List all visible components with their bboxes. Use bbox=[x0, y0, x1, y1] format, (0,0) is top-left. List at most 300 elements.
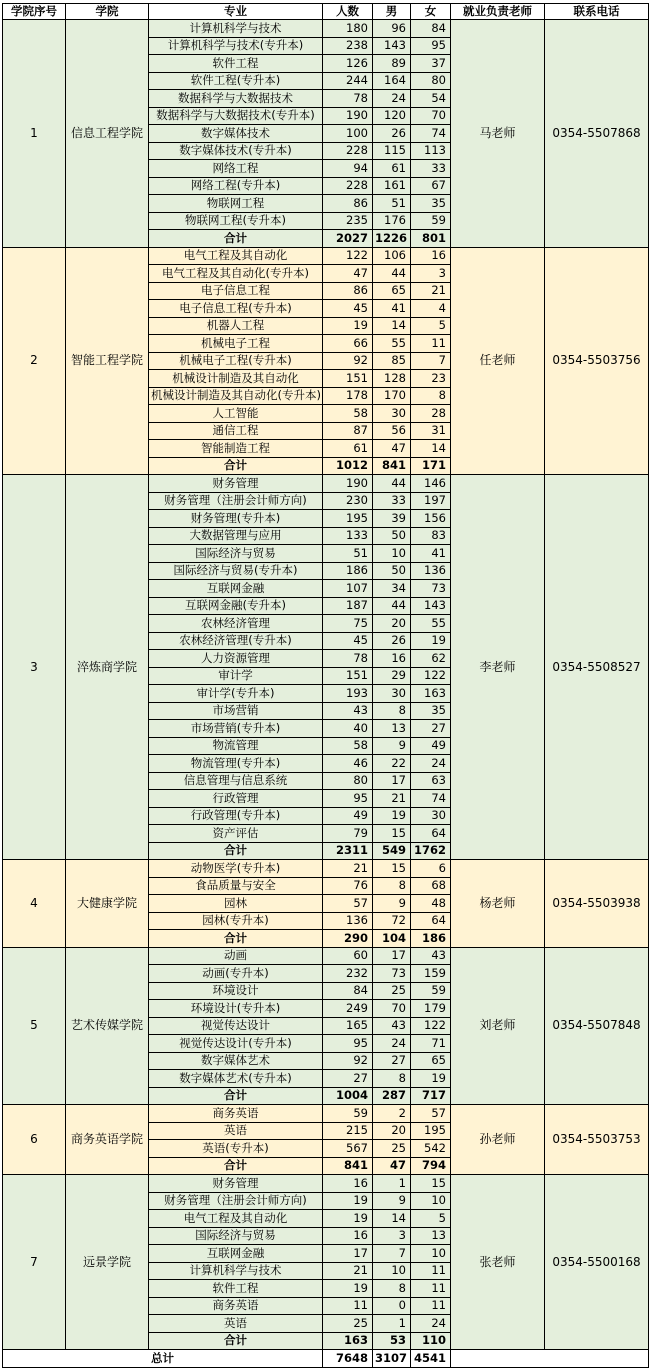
female-cell: 146 bbox=[411, 475, 451, 493]
header-college: 学院 bbox=[66, 4, 149, 20]
female-cell: 35 bbox=[411, 702, 451, 720]
count-cell: 27 bbox=[323, 1070, 373, 1088]
major-name: 市场营销 bbox=[149, 702, 323, 720]
major-name: 软件工程 bbox=[149, 55, 323, 73]
female-cell: 95 bbox=[411, 37, 451, 55]
table-row bbox=[3, 1175, 649, 1193]
subtotal-count: 1004 bbox=[323, 1087, 373, 1105]
count-cell: 193 bbox=[323, 685, 373, 703]
male-cell: 20 bbox=[373, 615, 411, 633]
teacher-name: 张老师 bbox=[451, 1175, 545, 1350]
female-cell: 70 bbox=[411, 107, 451, 125]
count-cell: 51 bbox=[323, 545, 373, 563]
female-cell: 71 bbox=[411, 1035, 451, 1053]
female-cell: 57 bbox=[411, 1105, 451, 1123]
count-cell: 46 bbox=[323, 755, 373, 773]
male-cell: 55 bbox=[373, 335, 411, 353]
subtotal-label: 合计 bbox=[149, 842, 323, 860]
count-cell: 238 bbox=[323, 37, 373, 55]
major-name: 审计学 bbox=[149, 667, 323, 685]
major-name: 物联网工程(专升本) bbox=[149, 212, 323, 230]
major-name: 数据科学与大数据技术 bbox=[149, 90, 323, 108]
major-name: 英语 bbox=[149, 1315, 323, 1333]
female-cell: 5 bbox=[411, 317, 451, 335]
female-cell: 74 bbox=[411, 125, 451, 143]
count-cell: 180 bbox=[323, 20, 373, 38]
major-name: 行政管理 bbox=[149, 790, 323, 808]
teacher-name: 孙老师 bbox=[451, 1105, 545, 1175]
major-name: 数字媒体技术 bbox=[149, 125, 323, 143]
male-cell: 39 bbox=[373, 510, 411, 528]
subtotal-male: 287 bbox=[373, 1087, 411, 1105]
male-cell: 13 bbox=[373, 720, 411, 738]
male-cell: 3 bbox=[373, 1227, 411, 1245]
female-cell: 49 bbox=[411, 737, 451, 755]
teacher-name: 刘老师 bbox=[451, 947, 545, 1105]
subtotal-label: 合计 bbox=[149, 457, 323, 475]
subtotal-label: 合计 bbox=[149, 930, 323, 948]
count-cell: 122 bbox=[323, 247, 373, 265]
count-cell: 19 bbox=[323, 1192, 373, 1210]
grand-total-row bbox=[3, 1350, 649, 1368]
major-name: 计算机科学与技术 bbox=[149, 20, 323, 38]
count-cell: 11 bbox=[323, 1297, 373, 1315]
male-cell: 1 bbox=[373, 1175, 411, 1193]
male-cell: 10 bbox=[373, 1262, 411, 1280]
table-row bbox=[3, 475, 649, 493]
grand-total-female: 4541 bbox=[411, 1350, 451, 1368]
male-cell: 25 bbox=[373, 1140, 411, 1158]
female-cell: 64 bbox=[411, 912, 451, 930]
major-name: 动画 bbox=[149, 947, 323, 965]
subtotal-female: 171 bbox=[411, 457, 451, 475]
subtotal-label: 合计 bbox=[149, 1087, 323, 1105]
major-name: 国际经济与贸易 bbox=[149, 1227, 323, 1245]
male-cell: 27 bbox=[373, 1052, 411, 1070]
teacher-name: 李老师 bbox=[451, 475, 545, 860]
count-cell: 151 bbox=[323, 370, 373, 388]
male-cell: 51 bbox=[373, 195, 411, 213]
count-cell: 92 bbox=[323, 1052, 373, 1070]
female-cell: 163 bbox=[411, 685, 451, 703]
count-cell: 228 bbox=[323, 142, 373, 160]
major-name: 机械设计制造及其自动化(专升本) bbox=[149, 387, 323, 405]
phone-number: 0354-5507868 bbox=[545, 20, 649, 248]
male-cell: 61 bbox=[373, 160, 411, 178]
major-name: 计算机科学与技术 bbox=[149, 1262, 323, 1280]
major-name: 人工智能 bbox=[149, 405, 323, 423]
female-cell: 24 bbox=[411, 755, 451, 773]
count-cell: 133 bbox=[323, 527, 373, 545]
male-cell: 30 bbox=[373, 405, 411, 423]
major-name: 电气工程及其自动化(专升本) bbox=[149, 265, 323, 283]
subtotal-count: 1012 bbox=[323, 457, 373, 475]
count-cell: 61 bbox=[323, 440, 373, 458]
major-name: 机械设计制造及其自动化 bbox=[149, 370, 323, 388]
male-cell: 72 bbox=[373, 912, 411, 930]
male-cell: 56 bbox=[373, 422, 411, 440]
male-cell: 73 bbox=[373, 965, 411, 983]
subtotal-label: 合计 bbox=[149, 1157, 323, 1175]
male-cell: 7 bbox=[373, 1245, 411, 1263]
major-name: 电气工程及其自动化 bbox=[149, 247, 323, 265]
major-name: 电气工程及其自动化 bbox=[149, 1210, 323, 1228]
table-body bbox=[3, 20, 649, 1368]
male-cell: 44 bbox=[373, 597, 411, 615]
female-cell: 5 bbox=[411, 1210, 451, 1228]
header-female: 女 bbox=[411, 4, 451, 20]
male-cell: 96 bbox=[373, 20, 411, 38]
male-cell: 14 bbox=[373, 1210, 411, 1228]
male-cell: 41 bbox=[373, 300, 411, 318]
subtotal-male: 841 bbox=[373, 457, 411, 475]
header-teacher: 就业负责老师 bbox=[451, 4, 545, 20]
major-name: 互联网金融 bbox=[149, 580, 323, 598]
count-cell: 25 bbox=[323, 1315, 373, 1333]
female-cell: 136 bbox=[411, 562, 451, 580]
female-cell: 11 bbox=[411, 335, 451, 353]
female-cell: 6 bbox=[411, 860, 451, 878]
teacher-name: 马老师 bbox=[451, 20, 545, 248]
count-cell: 244 bbox=[323, 72, 373, 90]
female-cell: 19 bbox=[411, 632, 451, 650]
major-name: 国际经济与贸易 bbox=[149, 545, 323, 563]
subtotal-female: 110 bbox=[411, 1332, 451, 1350]
subtotal-male: 104 bbox=[373, 930, 411, 948]
major-name: 网络工程(专升本) bbox=[149, 177, 323, 195]
major-name: 物流管理(专升本) bbox=[149, 755, 323, 773]
college-name: 大健康学院 bbox=[66, 860, 149, 948]
header-phone: 联系电话 bbox=[545, 4, 649, 20]
count-cell: 21 bbox=[323, 860, 373, 878]
subtotal-female: 717 bbox=[411, 1087, 451, 1105]
phone-number: 0354-5503753 bbox=[545, 1105, 649, 1175]
female-cell: 67 bbox=[411, 177, 451, 195]
count-cell: 151 bbox=[323, 667, 373, 685]
major-name: 动物医学(专升本) bbox=[149, 860, 323, 878]
major-name: 电子信息工程(专升本) bbox=[149, 300, 323, 318]
count-cell: 94 bbox=[323, 160, 373, 178]
major-name: 商务英语 bbox=[149, 1105, 323, 1123]
phone-number: 0354-5508527 bbox=[545, 475, 649, 860]
major-name: 电子信息工程 bbox=[149, 282, 323, 300]
header-row bbox=[3, 4, 649, 20]
major-name: 动画(专升本) bbox=[149, 965, 323, 983]
major-name: 人力资源管理 bbox=[149, 650, 323, 668]
male-cell: 176 bbox=[373, 212, 411, 230]
college-seq: 2 bbox=[3, 247, 66, 475]
count-cell: 195 bbox=[323, 510, 373, 528]
count-cell: 76 bbox=[323, 877, 373, 895]
female-cell: 59 bbox=[411, 982, 451, 1000]
major-name: 环境设计 bbox=[149, 982, 323, 1000]
major-name: 资产评估 bbox=[149, 825, 323, 843]
subtotal-label: 合计 bbox=[149, 1332, 323, 1350]
count-cell: 58 bbox=[323, 737, 373, 755]
major-name: 财务管理 bbox=[149, 1175, 323, 1193]
female-cell: 37 bbox=[411, 55, 451, 73]
subtotal-female: 1762 bbox=[411, 842, 451, 860]
college-name: 信息工程学院 bbox=[66, 20, 149, 248]
major-name: 计算机科学与技术(专升本) bbox=[149, 37, 323, 55]
male-cell: 30 bbox=[373, 685, 411, 703]
female-cell: 13 bbox=[411, 1227, 451, 1245]
count-cell: 187 bbox=[323, 597, 373, 615]
major-name: 通信工程 bbox=[149, 422, 323, 440]
female-cell: 3 bbox=[411, 265, 451, 283]
count-cell: 75 bbox=[323, 615, 373, 633]
major-name: 软件工程(专升本) bbox=[149, 72, 323, 90]
college-seq: 5 bbox=[3, 947, 66, 1105]
subtotal-count: 841 bbox=[323, 1157, 373, 1175]
female-cell: 4 bbox=[411, 300, 451, 318]
major-name: 互联网金融 bbox=[149, 1245, 323, 1263]
count-cell: 126 bbox=[323, 55, 373, 73]
header-count: 人数 bbox=[323, 4, 373, 20]
female-cell: 15 bbox=[411, 1175, 451, 1193]
female-cell: 59 bbox=[411, 212, 451, 230]
male-cell: 8 bbox=[373, 1280, 411, 1298]
count-cell: 228 bbox=[323, 177, 373, 195]
female-cell: 68 bbox=[411, 877, 451, 895]
female-cell: 30 bbox=[411, 807, 451, 825]
employment-contact-table bbox=[2, 3, 649, 1368]
female-cell: 19 bbox=[411, 1070, 451, 1088]
college-name: 淬炼商学院 bbox=[66, 475, 149, 860]
count-cell: 47 bbox=[323, 265, 373, 283]
major-name: 国际经济与贸易(专升本) bbox=[149, 562, 323, 580]
major-name: 市场营销(专升本) bbox=[149, 720, 323, 738]
header-seq: 学院序号 bbox=[3, 4, 66, 20]
subtotal-count: 2311 bbox=[323, 842, 373, 860]
male-cell: 26 bbox=[373, 125, 411, 143]
major-name: 食品质量与安全 bbox=[149, 877, 323, 895]
major-name: 数字媒体艺术(专升本) bbox=[149, 1070, 323, 1088]
male-cell: 44 bbox=[373, 475, 411, 493]
female-cell: 27 bbox=[411, 720, 451, 738]
major-name: 大数据管理与应用 bbox=[149, 527, 323, 545]
male-cell: 120 bbox=[373, 107, 411, 125]
count-cell: 567 bbox=[323, 1140, 373, 1158]
major-name: 商务英语 bbox=[149, 1297, 323, 1315]
count-cell: 80 bbox=[323, 772, 373, 790]
college-seq: 3 bbox=[3, 475, 66, 860]
major-name: 互联网金融(专升本) bbox=[149, 597, 323, 615]
male-cell: 8 bbox=[373, 1070, 411, 1088]
count-cell: 107 bbox=[323, 580, 373, 598]
grand-total-blank bbox=[451, 1350, 649, 1368]
male-cell: 9 bbox=[373, 895, 411, 913]
college-seq: 7 bbox=[3, 1175, 66, 1350]
female-cell: 65 bbox=[411, 1052, 451, 1070]
male-cell: 2 bbox=[373, 1105, 411, 1123]
count-cell: 19 bbox=[323, 317, 373, 335]
header-major: 专业 bbox=[149, 4, 323, 20]
male-cell: 22 bbox=[373, 755, 411, 773]
count-cell: 60 bbox=[323, 947, 373, 965]
female-cell: 84 bbox=[411, 20, 451, 38]
count-cell: 235 bbox=[323, 212, 373, 230]
male-cell: 20 bbox=[373, 1122, 411, 1140]
major-name: 软件工程 bbox=[149, 1280, 323, 1298]
count-cell: 186 bbox=[323, 562, 373, 580]
count-cell: 100 bbox=[323, 125, 373, 143]
table-row bbox=[3, 860, 649, 878]
female-cell: 122 bbox=[411, 667, 451, 685]
female-cell: 63 bbox=[411, 772, 451, 790]
female-cell: 542 bbox=[411, 1140, 451, 1158]
male-cell: 65 bbox=[373, 282, 411, 300]
male-cell: 161 bbox=[373, 177, 411, 195]
male-cell: 19 bbox=[373, 807, 411, 825]
male-cell: 10 bbox=[373, 545, 411, 563]
phone-number: 0354-5500168 bbox=[545, 1175, 649, 1350]
male-cell: 143 bbox=[373, 37, 411, 55]
male-cell: 8 bbox=[373, 877, 411, 895]
female-cell: 7 bbox=[411, 352, 451, 370]
male-cell: 1 bbox=[373, 1315, 411, 1333]
female-cell: 8 bbox=[411, 387, 451, 405]
female-cell: 11 bbox=[411, 1280, 451, 1298]
subtotal-count: 2027 bbox=[323, 230, 373, 248]
female-cell: 41 bbox=[411, 545, 451, 563]
female-cell: 197 bbox=[411, 492, 451, 510]
subtotal-count: 290 bbox=[323, 930, 373, 948]
female-cell: 159 bbox=[411, 965, 451, 983]
female-cell: 11 bbox=[411, 1262, 451, 1280]
male-cell: 106 bbox=[373, 247, 411, 265]
college-seq: 4 bbox=[3, 860, 66, 948]
male-cell: 47 bbox=[373, 440, 411, 458]
female-cell: 21 bbox=[411, 282, 451, 300]
female-cell: 55 bbox=[411, 615, 451, 633]
female-cell: 80 bbox=[411, 72, 451, 90]
female-cell: 64 bbox=[411, 825, 451, 843]
count-cell: 136 bbox=[323, 912, 373, 930]
subtotal-male: 47 bbox=[373, 1157, 411, 1175]
grand-total-label: 总计 bbox=[3, 1350, 323, 1368]
count-cell: 86 bbox=[323, 195, 373, 213]
college-seq: 1 bbox=[3, 20, 66, 248]
major-name: 视觉传达设计 bbox=[149, 1017, 323, 1035]
count-cell: 95 bbox=[323, 790, 373, 808]
major-name: 园林(专升本) bbox=[149, 912, 323, 930]
count-cell: 58 bbox=[323, 405, 373, 423]
female-cell: 31 bbox=[411, 422, 451, 440]
phone-number: 0354-5507848 bbox=[545, 947, 649, 1105]
count-cell: 19 bbox=[323, 1210, 373, 1228]
count-cell: 16 bbox=[323, 1227, 373, 1245]
count-cell: 232 bbox=[323, 965, 373, 983]
male-cell: 44 bbox=[373, 265, 411, 283]
male-cell: 21 bbox=[373, 790, 411, 808]
male-cell: 14 bbox=[373, 317, 411, 335]
female-cell: 33 bbox=[411, 160, 451, 178]
table-row bbox=[3, 1105, 649, 1123]
female-cell: 62 bbox=[411, 650, 451, 668]
male-cell: 24 bbox=[373, 1035, 411, 1053]
major-name: 审计学(专升本) bbox=[149, 685, 323, 703]
major-name: 信息管理与信息系统 bbox=[149, 772, 323, 790]
teacher-name: 任老师 bbox=[451, 247, 545, 475]
count-cell: 95 bbox=[323, 1035, 373, 1053]
count-cell: 19 bbox=[323, 1280, 373, 1298]
count-cell: 21 bbox=[323, 1262, 373, 1280]
major-name: 园林 bbox=[149, 895, 323, 913]
count-cell: 79 bbox=[323, 825, 373, 843]
subtotal-male: 1226 bbox=[373, 230, 411, 248]
male-cell: 15 bbox=[373, 860, 411, 878]
count-cell: 59 bbox=[323, 1105, 373, 1123]
count-cell: 190 bbox=[323, 475, 373, 493]
female-cell: 48 bbox=[411, 895, 451, 913]
major-name: 数字媒体艺术 bbox=[149, 1052, 323, 1070]
female-cell: 122 bbox=[411, 1017, 451, 1035]
male-cell: 17 bbox=[373, 772, 411, 790]
count-cell: 43 bbox=[323, 702, 373, 720]
grand-total-count: 7648 bbox=[323, 1350, 373, 1368]
major-name: 财务管理 bbox=[149, 475, 323, 493]
count-cell: 86 bbox=[323, 282, 373, 300]
female-cell: 113 bbox=[411, 142, 451, 160]
major-name: 农林经济管理 bbox=[149, 615, 323, 633]
count-cell: 57 bbox=[323, 895, 373, 913]
subtotal-count: 163 bbox=[323, 1332, 373, 1350]
grand-total-male: 3107 bbox=[373, 1350, 411, 1368]
male-cell: 115 bbox=[373, 142, 411, 160]
female-cell: 16 bbox=[411, 247, 451, 265]
count-cell: 84 bbox=[323, 982, 373, 1000]
table-row bbox=[3, 247, 649, 265]
male-cell: 9 bbox=[373, 1192, 411, 1210]
male-cell: 85 bbox=[373, 352, 411, 370]
major-name: 数据科学与大数据技术(专升本) bbox=[149, 107, 323, 125]
male-cell: 89 bbox=[373, 55, 411, 73]
count-cell: 49 bbox=[323, 807, 373, 825]
count-cell: 87 bbox=[323, 422, 373, 440]
phone-number: 0354-5503756 bbox=[545, 247, 649, 475]
major-name: 物流管理 bbox=[149, 737, 323, 755]
major-name: 网络工程 bbox=[149, 160, 323, 178]
subtotal-male: 549 bbox=[373, 842, 411, 860]
count-cell: 190 bbox=[323, 107, 373, 125]
female-cell: 74 bbox=[411, 790, 451, 808]
major-name: 视觉传达设计(专升本) bbox=[149, 1035, 323, 1053]
count-cell: 249 bbox=[323, 1000, 373, 1018]
major-name: 数字媒体技术(专升本) bbox=[149, 142, 323, 160]
count-cell: 230 bbox=[323, 492, 373, 510]
female-cell: 83 bbox=[411, 527, 451, 545]
college-name: 远景学院 bbox=[66, 1175, 149, 1350]
college-name: 艺术传媒学院 bbox=[66, 947, 149, 1105]
count-cell: 17 bbox=[323, 1245, 373, 1263]
female-cell: 14 bbox=[411, 440, 451, 458]
female-cell: 10 bbox=[411, 1192, 451, 1210]
count-cell: 215 bbox=[323, 1122, 373, 1140]
male-cell: 50 bbox=[373, 562, 411, 580]
female-cell: 11 bbox=[411, 1297, 451, 1315]
major-name: 机械电子工程(专升本) bbox=[149, 352, 323, 370]
male-cell: 24 bbox=[373, 90, 411, 108]
female-cell: 35 bbox=[411, 195, 451, 213]
female-cell: 73 bbox=[411, 580, 451, 598]
college-name: 商务英语学院 bbox=[66, 1105, 149, 1175]
count-cell: 92 bbox=[323, 352, 373, 370]
count-cell: 45 bbox=[323, 300, 373, 318]
major-name: 行政管理(专升本) bbox=[149, 807, 323, 825]
table-row bbox=[3, 947, 649, 965]
male-cell: 17 bbox=[373, 947, 411, 965]
